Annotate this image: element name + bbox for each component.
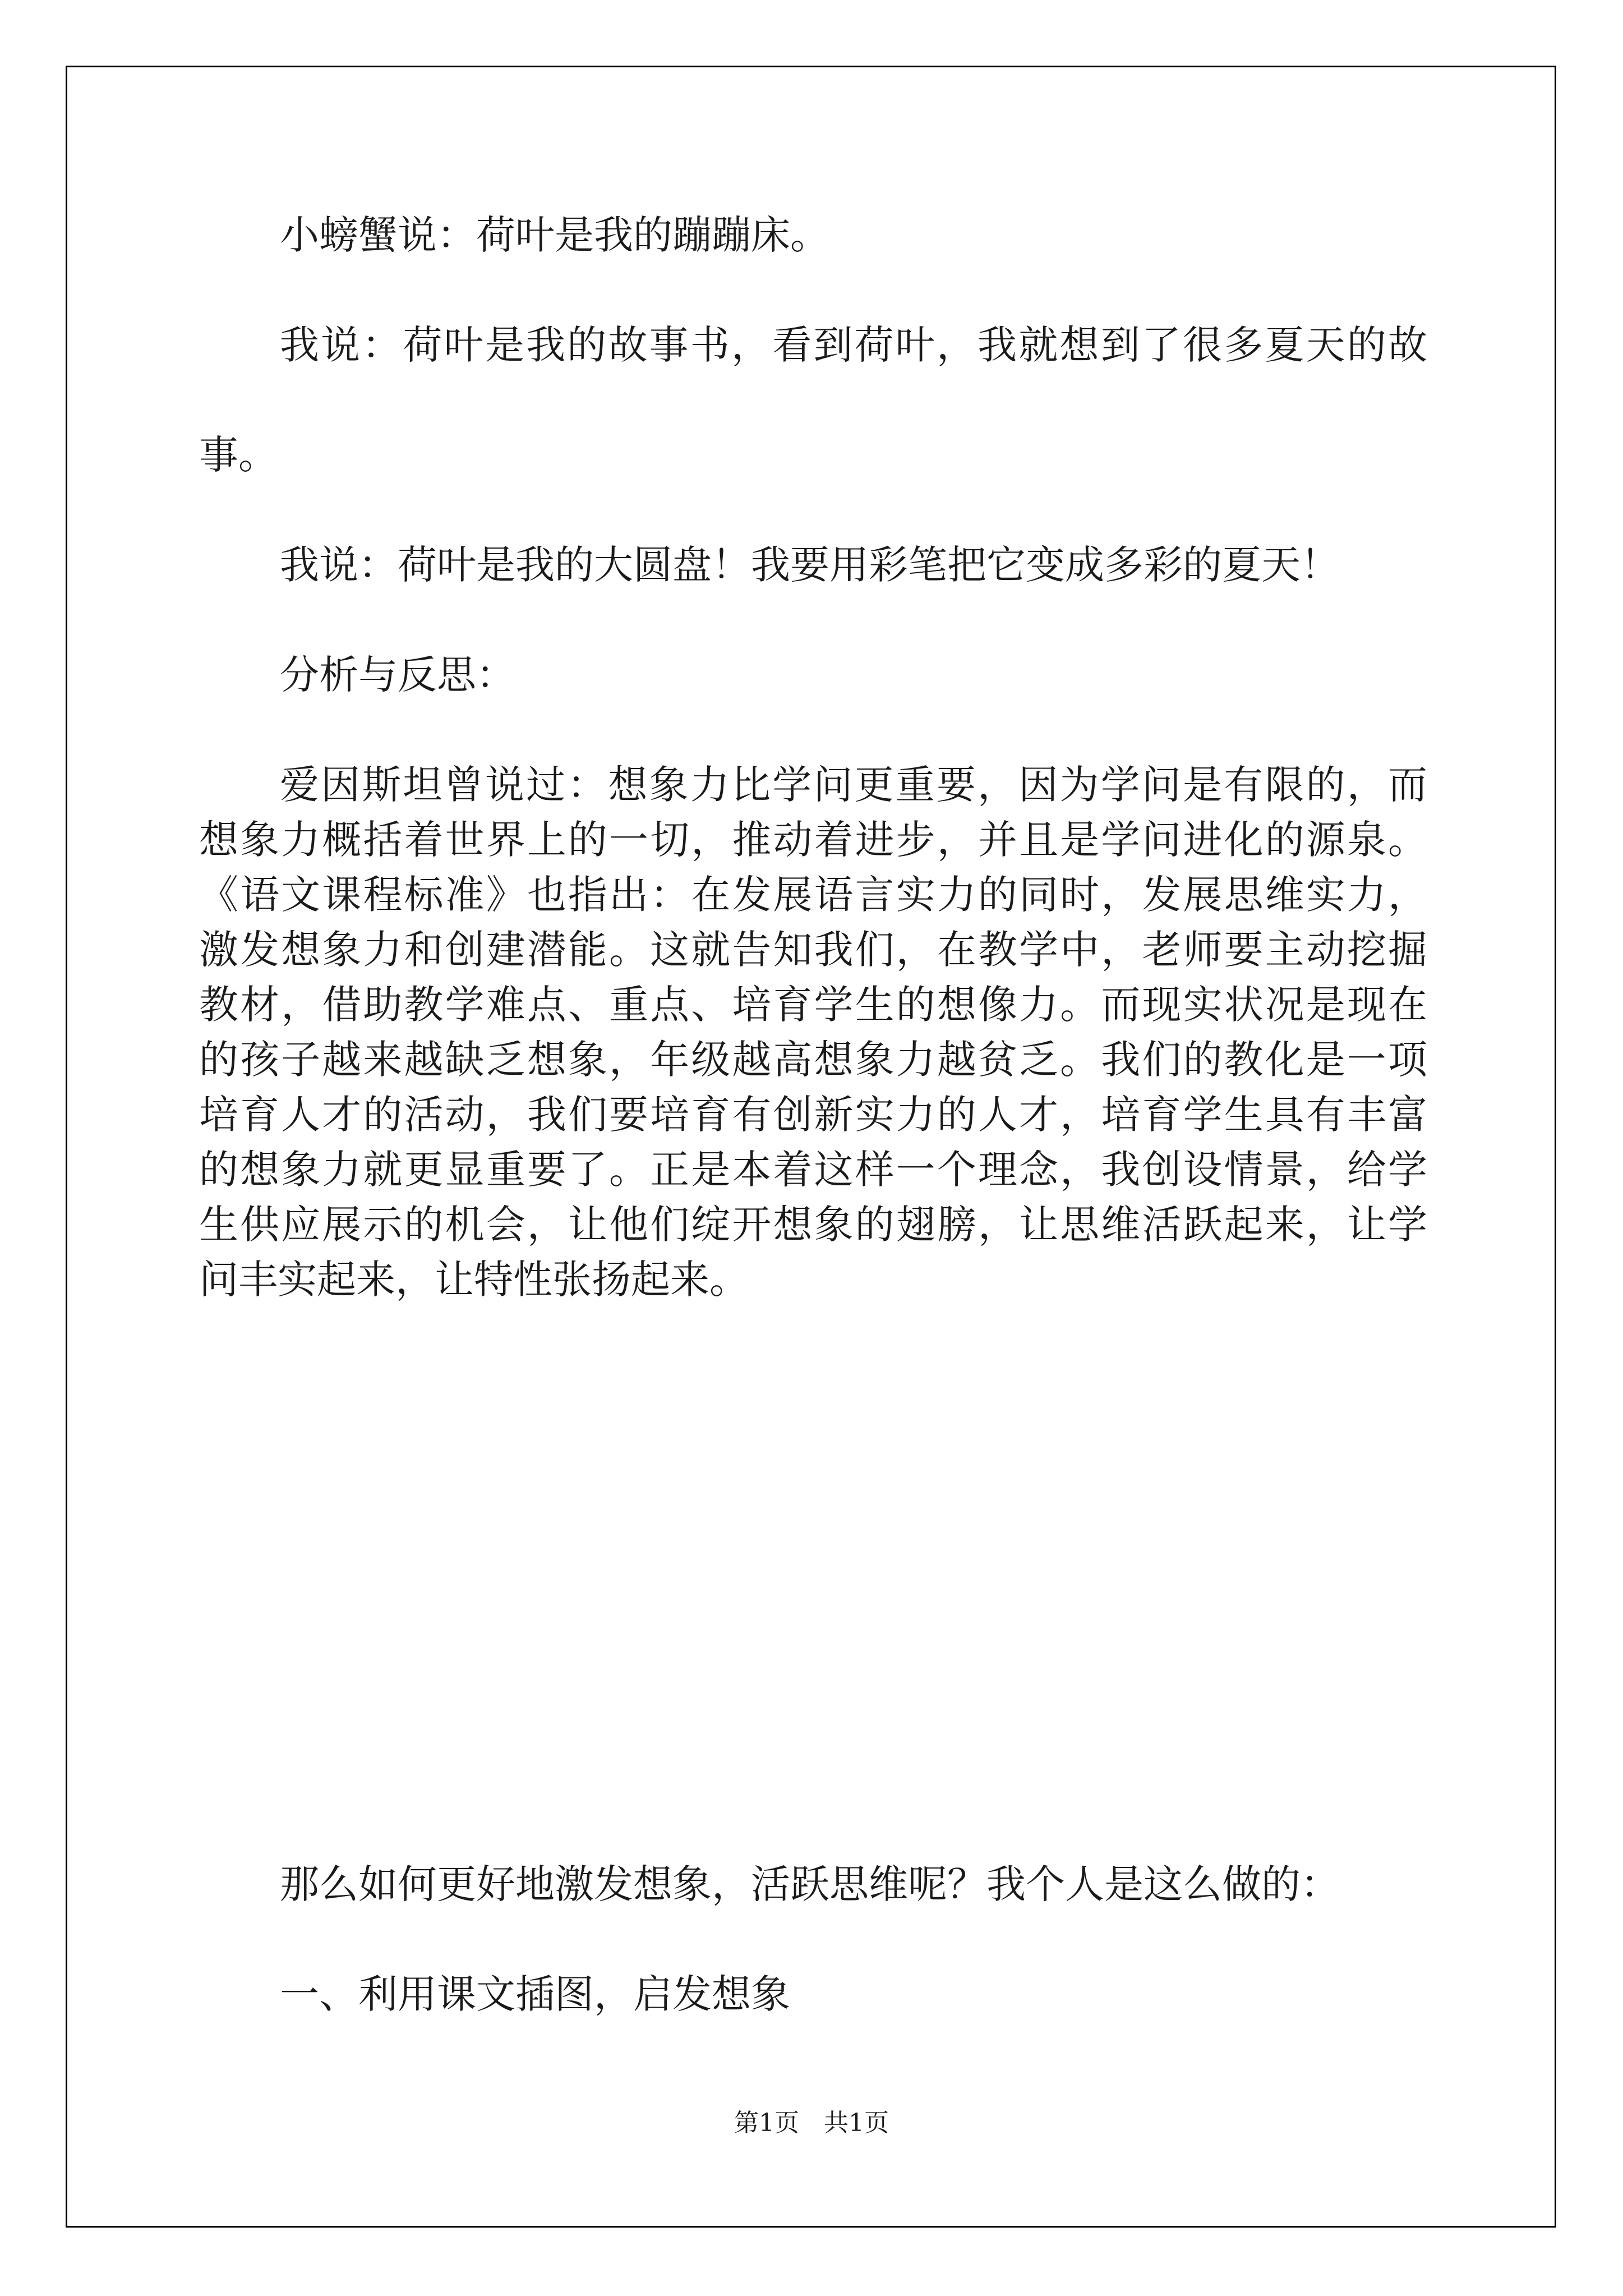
paragraph-7 [199,1967,1427,2022]
page-number-footer: 第1页 共1页 [734,2109,889,2137]
text-line: 事。 [199,432,278,478]
paragraph-4 [199,647,1427,702]
paragraph-2 [199,318,1427,482]
text-line: 问丰实起来，让特性张扬起来。 [199,1257,749,1303]
paragraph-3 [199,537,1427,592]
text-line: 的孩子越来越缺乏想象，年级越高想象力越贫乏。我们的教化是一项 [199,1037,1427,1083]
text-line: 《语文课程标准》也指出：在发展语言实力的同时，发展思维实力， [199,872,1427,918]
text-line: 小螃蟹说：荷叶是我的蹦蹦床。 [280,212,829,258]
text-line: 想象力概括着世界上的一切，推动着进步，并且是学问进化的源泉。 [199,817,1427,863]
paragraph-5 [199,757,1427,1307]
text-line: 教材，借助教学难点、重点、培育学生的想像力。而现实状况是现在 [199,982,1427,1028]
paragraph-6 [199,1857,1427,1912]
text-line: 的想象力就更显重要了。正是本着这样一个理念，我创设情景，给学 [199,1147,1427,1193]
paragraph-1 [199,208,1427,263]
text-line: 我说：荷叶是我的大圆盘！我要用彩笔把它变成多彩的夏天！ [280,542,1340,588]
text-line: 生供应展示的机会，让他们绽开想象的翅膀，让思维活跃起来，让学 [199,1202,1427,1248]
text-line: 激发想象力和创建潜能。这就告知我们，在教学中，老师要主动挖掘 [199,927,1427,973]
text-line: 爱因斯坦曾说过：想象力比学问更重要，因为学问是有限的，而 [280,762,1427,808]
text-line: 培育人才的活动，我们要培育有创新实力的人才，培育学生具有丰富 [199,1092,1427,1138]
text-line: 那么如何更好地激发想象，活跃思维呢？我个人是这么做的： [280,1861,1340,1907]
text-line: 一、利用课文插图，启发想象 [280,1971,790,2017]
text-line: 我说：荷叶是我的故事书，看到荷叶，我就想到了很多夏天的故 [280,322,1427,368]
text-line: 分析与反思： [280,652,515,698]
